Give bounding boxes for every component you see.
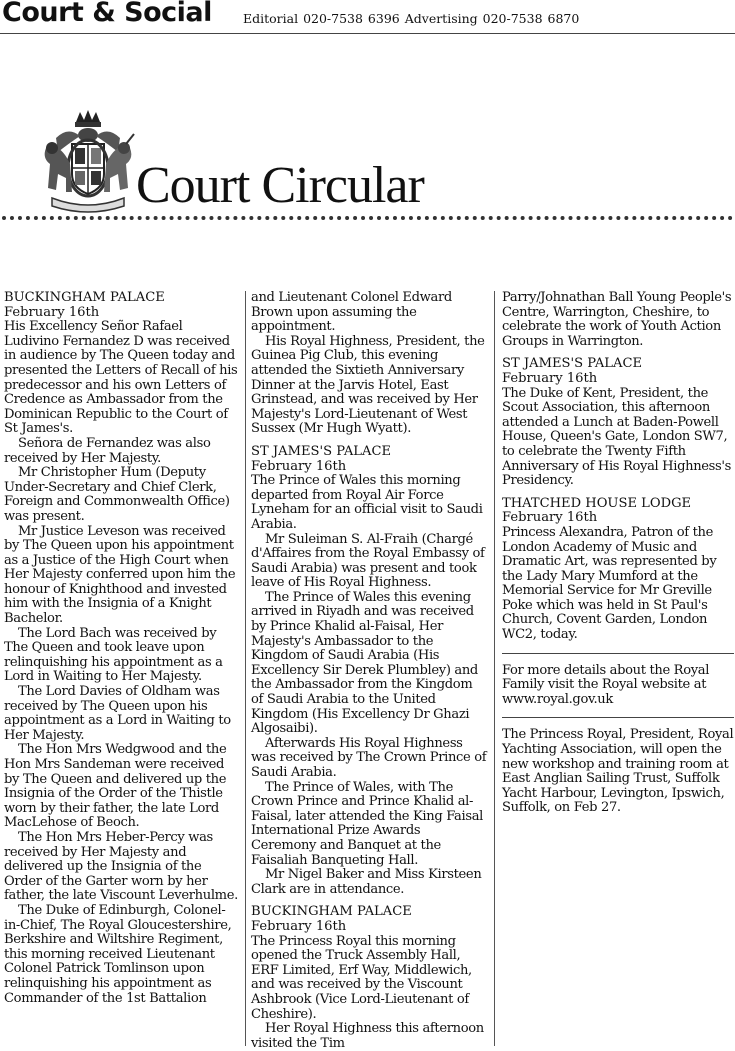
column-3 (502, 291, 734, 816)
entry-paragraph: The Lord Bach was received by The Queen and took leave upon relinquishing his appointment as a Lord in Waiting to Her Majesty. (4, 625, 223, 685)
entry-paragraph: Mr Christopher Hum (Deputy Under-Secretary and Chief Clerk, Foreign and Commonwealth Office) was present. (4, 465, 230, 524)
entry-paragraph: Mr Justice Leveson was received by The Queen upon his appointment as a Justice of the High Court when Her Majesty conferred upon him the honour of Knighthood and invested him with the Insignia of a Knight Bachelor. (4, 523, 236, 627)
entry-paragraph: Parry/Johnathan Ball Young People's Centre, Warrington, Cheshire, to celebrate the work of Youth Action Groups in Warrington. (502, 290, 732, 349)
royal-coat-of-arms-icon (38, 108, 138, 214)
entry-paragraph: The Duke of Kent, President, the Scout Association, this afternoon attended a Lunch at Baden-Powell House, Queen's Gate, London SW7, to celebrate the Twenty Fifth Anniversary of His Royal Highness's Presidency. (502, 385, 732, 489)
column-2 (251, 291, 487, 1051)
entry-paragraph: The Hon Mrs Wedgwood and the Hon Mrs Sandeman were received by The Queen and delivered up the Insignia of the Order of the Thistle worn by their father, the late Lord MacLehose of Beoch. (4, 742, 227, 831)
entry-heading: THATCHED HOUSE LODGE (502, 495, 692, 511)
entry-heading: ST JAMES'S PALACE (502, 356, 643, 372)
section-rule (502, 717, 734, 718)
entry-heading: February 16th (502, 370, 598, 386)
entry-paragraph: The Lord Davies of Oldham was received by The Queen upon his appointment as a Lord in Waiting to Her Majesty. (4, 684, 231, 743)
entry-heading: ST JAMES'S PALACE (251, 443, 392, 459)
entry-paragraph: Princess Alexandra, Patron of the London Academy of Music and Dramatic Art, was represented by the Lady Mary Mumford at the Memorial Service for Mr Greville Poke which was held in St Paul's Church, Covent Garden, London WC2, today. (502, 524, 717, 643)
entry-paragraph: The Princess Royal, President, Royal Yachting Association, will open the new workshop and training room at East Anglian Sailing Trust, Suffolk Yacht Harbour, Levington, Ipswich, Suffolk, on Feb 27. (502, 727, 734, 816)
entry-paragraph: The Princess Royal this morning opened the Truck Assembly Hall, ERF Limited, Erf Way, Middlewich, and was received by the Viscount Ashbrook (Vice Lord-Lieutenant of Cheshire). (251, 933, 472, 1022)
entry-heading: BUCKINGHAM PALACE (4, 290, 165, 305)
entry-heading: BUCKINGHAM PALACE (251, 904, 412, 920)
court-circular-title: Court Circular (136, 157, 424, 214)
entry-paragraph: Mr Nigel Baker and Miss Kirsteen Clark are in attendance. (251, 867, 482, 897)
entry-paragraph: Señora de Fernandez was also received by Her Majesty. (4, 435, 211, 466)
entry-heading: February 16th (251, 458, 347, 474)
entry-paragraph: The Hon Mrs Heber-Percy was received by Her Majesty and delivered up the Insignia of the Order of the Garter worn by her father, the late Viscount Leverhulme. (4, 829, 238, 904)
entry-paragraph: The Duke of Edinburgh, Colonel-in-Chief, The Royal Gloucestershire, Berkshire and Wiltshire Regiment, this morning received Lieutenant Colonel Patrick Tomlinson upon relinquishing his appointment as Commander of the 1st Battalion (4, 902, 232, 1006)
entry-paragraph: and Lieutenant Colonel Edward Brown upon assuming the appointment. (251, 290, 452, 335)
contact-numbers: Editorial 020-7538 6396 Advertising 020-7538 6870 (243, 11, 580, 26)
column-rule (245, 291, 246, 1046)
entry-heading: February 16th (502, 510, 598, 526)
entry-paragraph: For more details about the Royal Family visit the Royal website at www.royal.gov.uk (502, 662, 710, 707)
entry-heading: February 16th (251, 918, 347, 934)
entry-paragraph: Mr Suleiman S. Al-Fraih (Chargé d'Affaires from the Royal Embassy of Saudi Arabia) was present and took leave of His Royal Highness. (251, 531, 485, 591)
entry-paragraph: His Excellency Señor Rafael Ludivino Fernandez D was received in audience by The Queen today and presented the Letters of Recall of his predecessor and his own Letters of Credence as Ambassador from the Dominican Republic to the Court of St James's. (4, 319, 238, 437)
entry-paragraph: Her Royal Highness this afternoon visited the Tim (251, 1021, 484, 1051)
entry-paragraph: His Royal Highness, President, the Guinea Pig Club, this evening attended the Sixtieth Anniversary Dinner at the Jarvis Hotel, East Grinstead, and was received by Her Majesty's Lord-Lieutenant of West Sussex (Mr Hugh Wyatt). (251, 333, 485, 437)
section-rule (502, 653, 734, 654)
section-title: Court & Social (2, 0, 212, 28)
entry-paragraph: The Prince of Wales, with The Crown Prince and Prince Khalid al-Faisal, later attended the King Faisal International Prize Awards Ceremony and Banquet at the Faisaliah Banqueting Hall. (251, 779, 483, 868)
masthead-rule (0, 33, 735, 34)
column-1 (4, 291, 240, 1006)
column-rule (494, 291, 495, 1046)
entry-paragraph: The Prince of Wales this morning departed from Royal Air Force Lyneham for an official visit to Saudi Arabia. (251, 473, 483, 532)
masthead (0, 0, 735, 34)
dotted-divider (2, 216, 733, 220)
entry-paragraph: The Prince of Wales this evening arrived in Riyadh and was received by Prince Khalid al-Faisal, Her Majesty's Ambassador to the Kingdom of Saudi Arabia (His Excellency Sir Derek Plumbley) and the Ambassador from the Kingdom of Saudi Arabia to the United Kingdom (His Excellency Dr Ghazi Algosaibi). (251, 589, 478, 737)
entry-heading: February 16th (4, 304, 100, 320)
entry-paragraph: Afterwards His Royal Highness was received by The Crown Prince of Saudi Arabia. (251, 735, 487, 780)
